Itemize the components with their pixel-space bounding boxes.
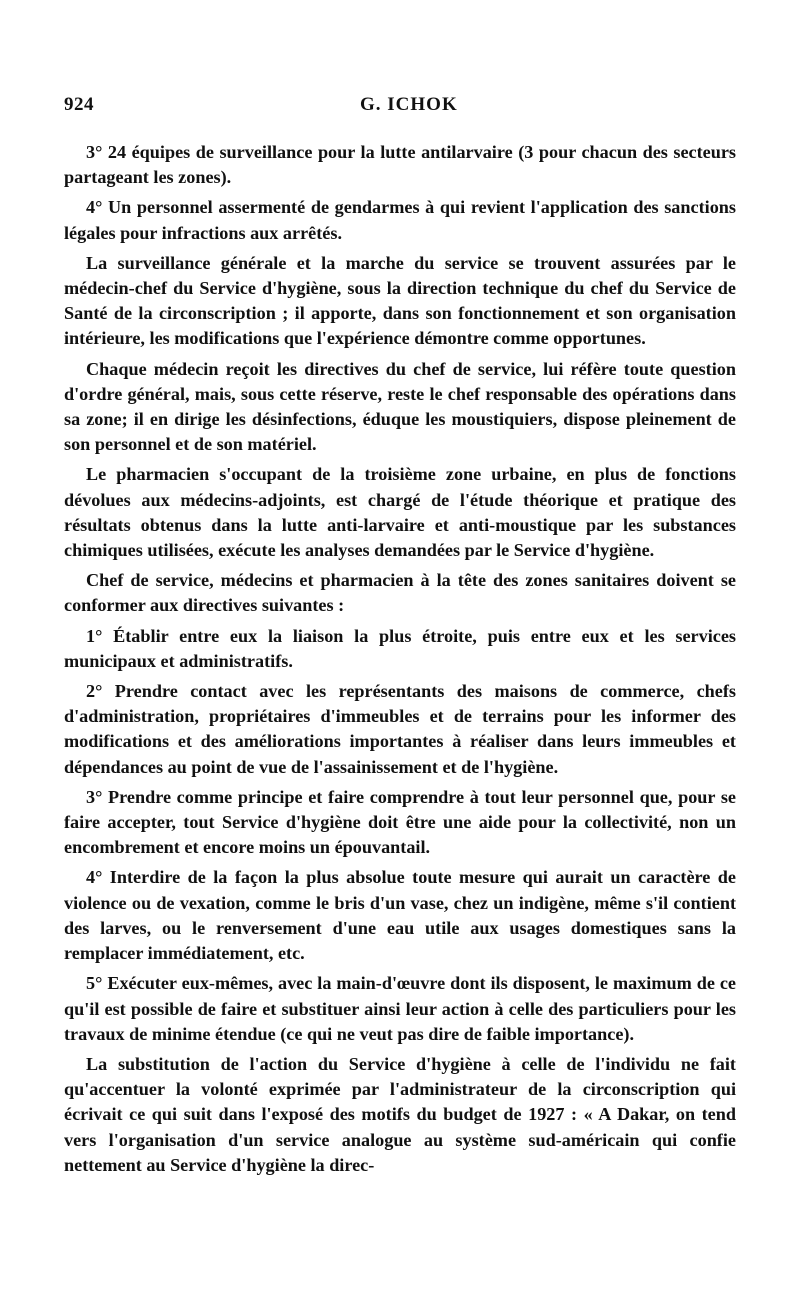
paragraph-general-supervision: La surveillance générale et la marche du service se trouvent assurées par le médecin-chef du Service d'hygiène, sous la direction technique du chef du Service de Santé de la circonscription ; il apporte, dans son fonctionnement et son organisation intérieure, les modifications que l'expérience démontre comme opportunes. bbox=[64, 252, 736, 349]
paragraph-directive-5: 5° Exécuter eux-mêmes, avec la main-d'œuvre dont ils disposent, le maximum de ce qu'il est possible de faire et substituer ainsi leur action à celle des particuliers pour les travaux de minime étendue (ce qui ne veut pas dire de faible importance). bbox=[64, 973, 736, 1044]
paragraph-directives-intro: Chef de service, médecins et pharmacien à la tête des zones sanitaires doivent se conformer aux directives suivantes : bbox=[64, 570, 736, 616]
paragraph-directive-1: 1° Établir entre eux la liaison la plus étroite, puis entre eux et les services municipaux et administratifs. bbox=[64, 625, 736, 671]
page-number: 924 bbox=[64, 94, 94, 115]
page-body bbox=[64, 140, 736, 1183]
page-header bbox=[64, 94, 736, 120]
running-title: G. ICHOK bbox=[360, 94, 458, 115]
paragraph-pharmacist: Le pharmacien s'occupant de la troisième zone urbaine, en plus de fonctions dévolues aux médecins-adjoints, est chargé de l'étude théorique et pratique des résultats obtenus dans la lutte anti-larvaire et anti-moustique par les substances chimiques utilisées, exécute les analyses demandées par le Service d'hygiène. bbox=[64, 464, 736, 561]
paragraph-item-4-gendarmes: 4° Un personnel assermenté de gendarmes à qui revient l'application des sanctions légales pour infractions aux arrêtés. bbox=[64, 197, 736, 243]
paragraph-substitution: La substitution de l'action du Service d'hygiène à celle de l'individu ne fait qu'accentuer la volonté exprimée par l'administrateur de la circonscription qui écrivait ce qui suit dans l'exposé des motifs du budget de 1927 : « A Dakar, on tend vers l'organisation d'un service analogue au système sud-américain qui confie nettement au Service d'hygiène la direc- bbox=[64, 1053, 736, 1175]
paragraph-each-doctor: Chaque médecin reçoit les directives du chef de service, lui réfère toute question d'ordre général, mais, sous cette réserve, reste le chef responsable des opérations dans sa zone; il en dirige les désinfections, éduque les moustiquiers, dispose pleinement de son personnel et de son matériel. bbox=[64, 358, 736, 455]
paragraph-directive-3: 3° Prendre comme principe et faire comprendre à tout leur personnel que, pour se faire accepter, tout Service d'hygiène doit être une aide pour la collectivité, non un encombrement et encore moins un épouvantail. bbox=[64, 786, 736, 858]
paragraph-item-3-teams: 3° 24 équipes de surveillance pour la lutte antilarvaire (3 pour chacun des secteurs partageant les zones). bbox=[64, 142, 736, 188]
paragraph-directive-4: 4° Interdire de la façon la plus absolue toute mesure qui aurait un caractère de violence ou de vexation, comme le bris d'un vase, chez un indigène, même s'il contient des larves, ou le renversement d'une eau utile aux usages domestiques sans la remplacer immédiatement, etc. bbox=[64, 867, 736, 964]
paragraph-directive-2: 2° Prendre contact avec les représentants des maisons de commerce, chefs d'administration, propriétaires d'immeubles et de terrains pour les informer des modifications et des améliorations importantes à réaliser dans leurs immeubles et dépendances au point de vue de l'assainissement et de l'hygiène. bbox=[64, 681, 736, 777]
